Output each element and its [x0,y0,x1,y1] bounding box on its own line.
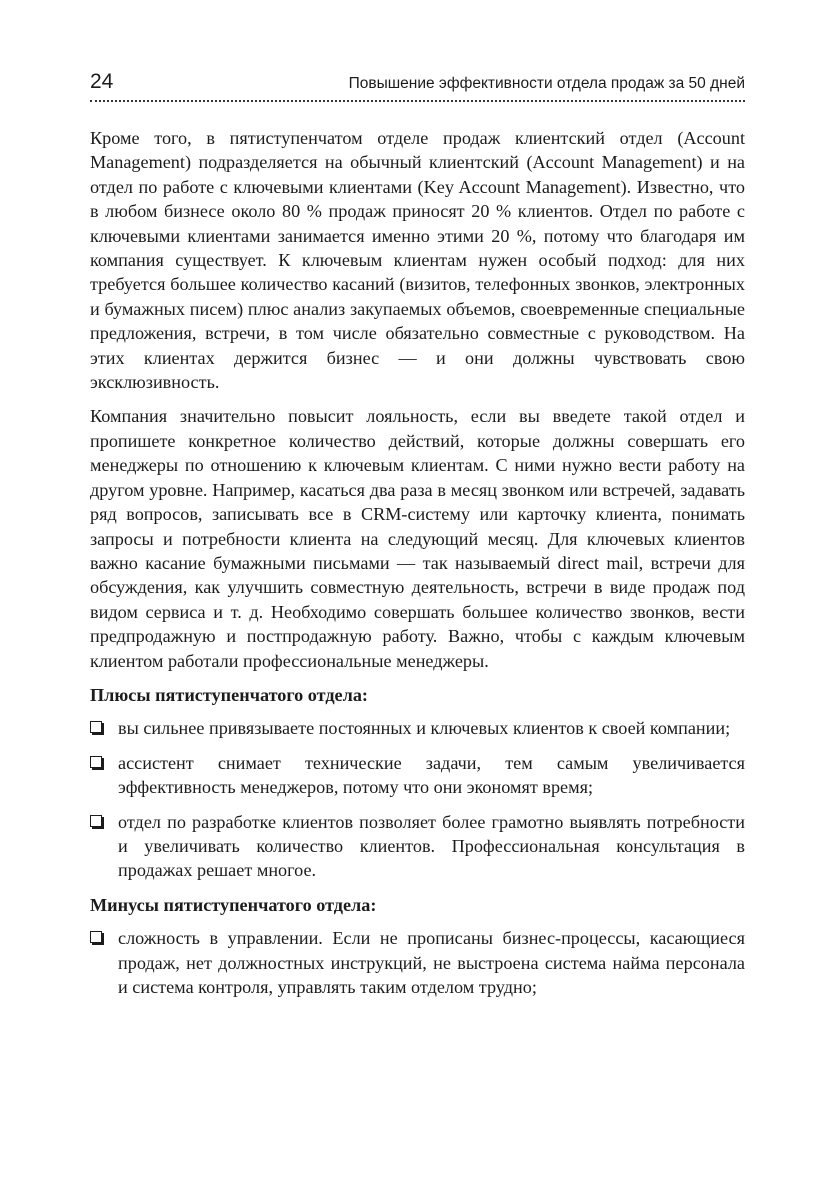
checkbox-bullet-icon [90,721,102,733]
running-header-title: Повышение эффективности отдела продаж за 50 дней [348,75,745,92]
pros-list-item [90,751,745,800]
running-header [90,70,745,98]
header-dotted-divider [90,100,745,102]
cons-list [90,926,745,999]
pros-list [90,716,745,882]
cons-heading: Минусы пятиступенчатого отдела: [90,894,377,915]
cons-list-item [90,926,745,999]
page-number: 24 [90,70,114,93]
checkbox-bullet-icon [90,815,102,827]
pros-list-item [90,810,745,883]
pros-heading: Плюсы пятиступенчатого отдела: [90,684,368,705]
pros-item-text: вы сильнее привязываете постоянных и ключевых клиентов к своей компании; [118,718,731,739]
book-page [90,0,745,1200]
checkbox-bullet-icon [90,931,102,943]
pros-item-text: отдел по разработке клиентов позволяет более грамотно выявлять потребности и увеличивать количество клиентов. Профессиональная консультация в продажах решает многое. [118,811,745,881]
pros-item-text: ассистент снимает технические задачи, тем самым увеличивается эффективность менеджеров, потому что они экономят время; [118,752,745,798]
cons-item-text: сложность в управлении. Если не прописаны бизнес-процессы, касающиеся продаж, нет должностных инструкций, не выстроена система найма персонала и система контроля, управлять таким отделом трудно; [118,928,745,997]
page-body [90,126,745,1009]
checkbox-bullet-icon [90,756,102,768]
body-paragraph: Компания значительно повысит лояльность, если вы введете такой отдел и пропишете конкретное количество действий, которые должны совершать его менеджеры по отношению к ключевым клиентам. С ними нужно вести работу на другом уровне. Например, касаться два раза в месяц звонком или встречей, задавать ряд вопросов, записывать все в CRM-систему или карточку клиента, понимать запросы и потребности клиента на следующий месяц. Для ключевых клиентов важно касание бумажными письмами — так называемый direct mail, встречи для обсуждения, как улучшить совместную деятельность, встречи в виде продаж под видом сервиса и т. д. Необходимо совершать большее количество звонков, вести предпродажную и постпродажную работу. Важно, чтобы с каждым ключевым клиентом работали профессиональные менеджеры. [90,406,745,671]
pros-list-item [90,716,745,740]
body-paragraph: Кроме того, в пятиступенчатом отделе продаж клиентский отдел (Account Management) подразделяется на обычный клиентский (Account Management) и на отдел по работе с ключевыми клиентами (Key Account Management). Известно, что в любом бизнесе около 80 % продаж приносят 20 % клиентов. Отдел по работе с ключевыми клиентами занимается именно этими 20 %, потому что благодаря им компания существует. К ключевым клиентам нужен особый подход: для них требуется большее количество касаний (визитов, телефонных звонков, электронных и бумажных писем) плюс анализ закупаемых объемов, своевременные специальные предложения, встречи, в том числе обязательно совместные с руководством. На этих клиентах держится бизнес — и они должны чувствовать свою эксклюзивность. [90,128,745,393]
